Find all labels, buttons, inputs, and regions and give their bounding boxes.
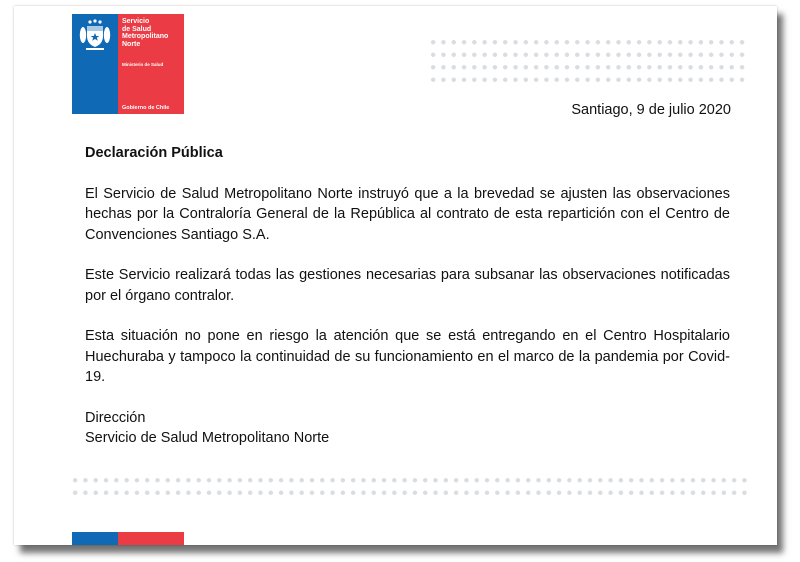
paragraph-1: El Servicio de Salud Metropolitano Norte instruyó que a la brevedad se ajusten las observaciones hechas por la Contraloría General de la República al contrato de esta repartición con el Centro de Convenciones Santiago S.A. — [85, 185, 730, 243]
logo-gobierno: Gobierno de Chile — [122, 105, 170, 111]
paragraph-3: Esta situación no pone en riesgo la atención que se está entregando en el Centro Hospitalario Huechuraba y tampoco la continuidad de su funcionamiento en el marco de la pandemia por Covid-19. — [85, 328, 730, 385]
logo-blue-panel — [72, 14, 118, 114]
document-body — [85, 143, 730, 449]
logo-line-3: Metropolitano — [122, 33, 169, 40]
logo-service-name — [122, 18, 184, 48]
signature-organization: Servicio de Salud Metropolitano Norte — [85, 430, 330, 446]
logo-line-4: Norte — [122, 40, 141, 48]
logo-line-1: Servicio — [122, 18, 150, 25]
footer-color-bar — [72, 532, 184, 545]
document-page — [14, 6, 777, 545]
paragraph-2: Este Servicio realizará todas las gestiones necesarias para subsanar las observaciones notificadas por el órgano contralor. — [85, 267, 730, 304]
logo-ministry: Ministerio de Salud — [122, 62, 164, 67]
chile-coat-of-arms-icon — [78, 17, 112, 51]
document-date: Santiago, 9 de julio 2020 — [571, 102, 731, 118]
footer-red-segment — [118, 532, 184, 545]
decorative-dot-pattern-top — [428, 36, 748, 86]
document-heading: Declaración Pública — [85, 145, 223, 161]
logo-line-2: de Salud — [122, 25, 152, 33]
decorative-dot-pattern-bottom — [70, 474, 750, 499]
signature-title: Dirección — [85, 409, 146, 426]
footer-blue-segment — [72, 532, 118, 545]
ssmn-logo — [72, 14, 184, 114]
